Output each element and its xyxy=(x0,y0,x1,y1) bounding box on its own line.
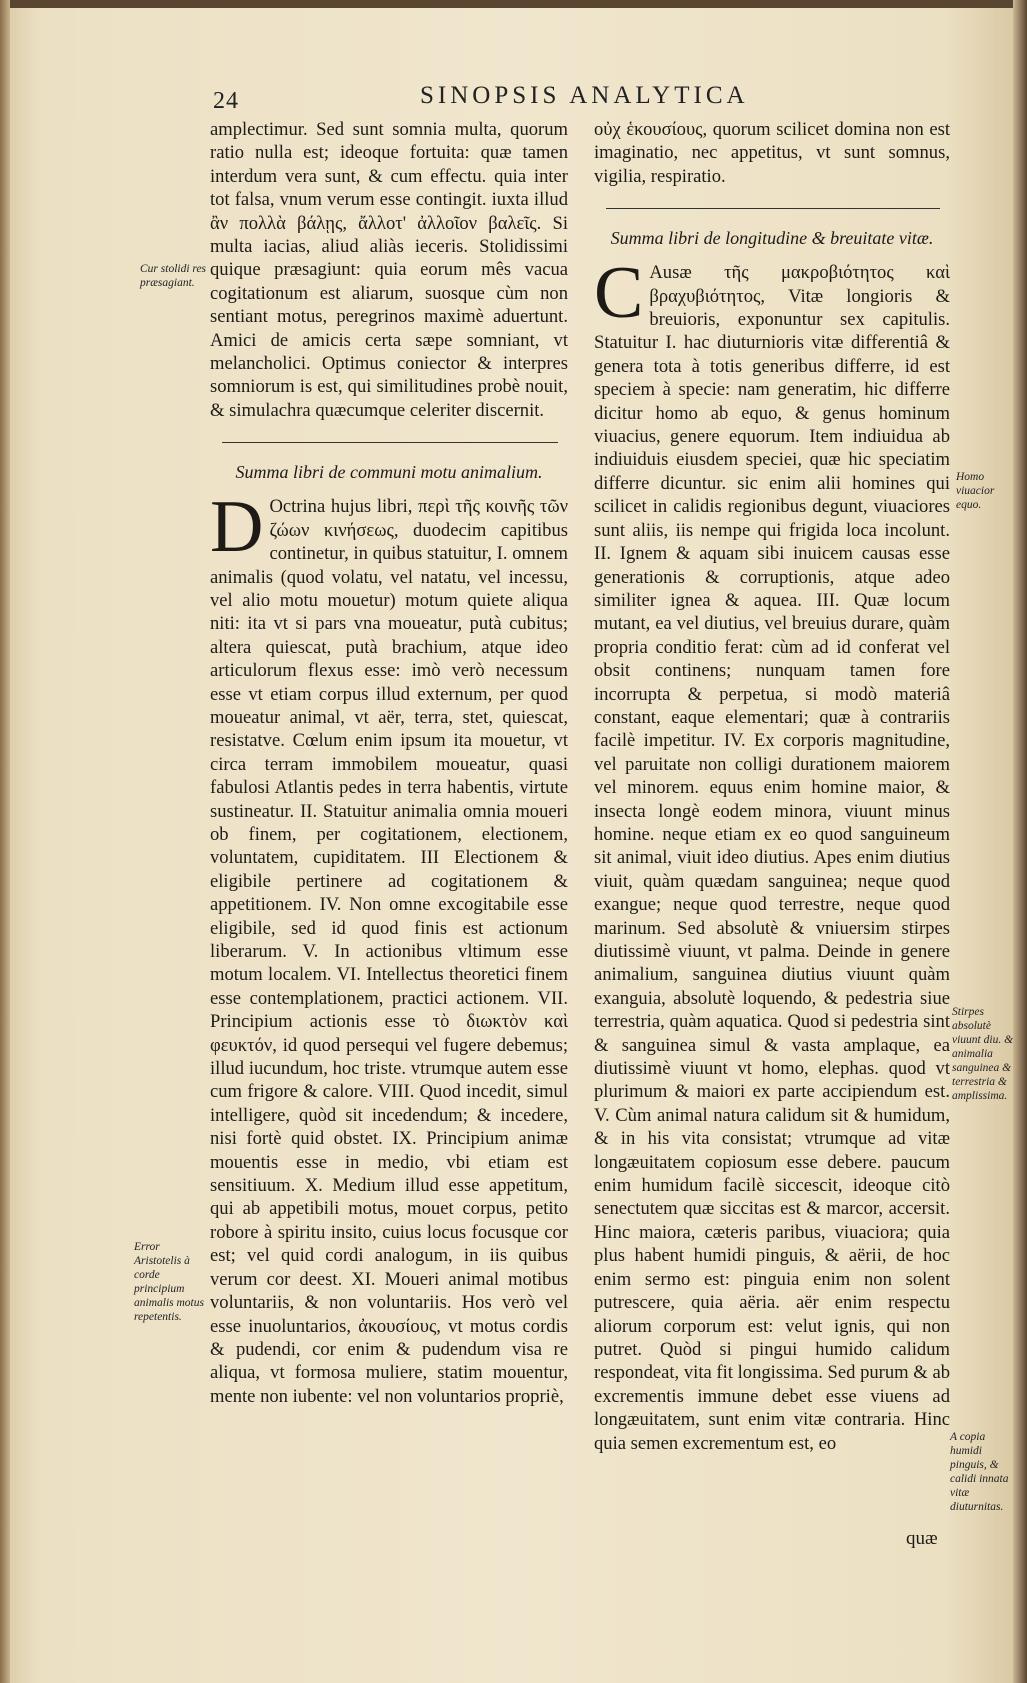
margin-note-homo-viuacior: Homo viuacior equo. xyxy=(956,471,995,511)
right-paragraph-1 xyxy=(594,252,950,1455)
section-divider-right xyxy=(606,208,940,209)
margin-note-copia-humidi: A copia humidi pinguis, & calidi innata vitæ diuturnitas. xyxy=(950,1431,1009,1513)
left-paragraph-2-text: Octrina hujus libri, περὶ τῆς κοινῆς τῶν ζώων κινήσεως, duodecim capitibus continetur, in quibus statuitur, I. omnem animalis (quod volatu, vel natatu, vel incessu, vel alio motu mouetur) motum quiete aliqua niti: ita vt si pars vna moueatur, putà cubitus; altera quiescat, putà brachium, atque ideo articulorum flexus esse: imò verò necessum esse vt etiam corpus illud externum, per quod moueatur animal, vt aër, terra, stet, quiescat, resistatve. Cœlum enim ipsum ita mouetur, vt circa terram immobilem moueatur, quasi fabulosi Atlantis pedes in terra habentis, virtute sustineatur. II. Statuitur animalia omnia moueri ob finem, per cogitationem, electionem, voluntatem, cupiditatem. III Electionem & eligibile pertinere ad cogitationem & appetitionem. IV. Non omne excogitabile esse eligibile, sed id quod finis est actionum liberarum. V. In actionibus vltimum esse motum localem. VI. Intellectus theoretici finem esse contemplationem, practici actionem. VII. Principium actionis esse τὸ διωκτὸν καὶ φευκτόν, id quod persequi vel fugere debemus; illud iucundum, hoc triste. vtrumque autem esse cum frigore & calore. VIII. Quod incedit, simul intelligere, quòd sit incedendum; & incedere, nisi fortè quid obstet. IX. Principium animæ mouentis esse in medio, vbi etiam est sensitiuum. X. Medium illud esse appetitum, qui ab appetibili motus, mouet corpus, petito robore à spiritu insito, cuius locus focusque cor est; vel quid cordi analogum, in iis quibus verum cor deest. XI. Moueri animal motibus voluntariis, & non voluntariis. Hos verò vel esse inuoluntarios, ἀκουσίους, vt motus cordis & pudendi, cor enim & pudendum visa re aliqua, vt formosa muliere, statim mouentur, mente non iubente: vel non voluntarios propriè, xyxy=(210,496,568,1407)
margin-note-stolidi: Cur stolidi res præsagiant. xyxy=(140,263,207,289)
margin-note-stirpes: Stirpes absolutè viuunt diu. & animalia sanguinea & terrestria & amplissima. xyxy=(952,1006,1014,1102)
catchword: quæ xyxy=(906,1528,938,1549)
section-title-longevity: Summa libri de longitudine & breuitate vitæ. xyxy=(610,228,934,249)
section-divider xyxy=(222,442,558,443)
right-paragraph-1-text: Ausæ τῆς μακροβιότητος καὶ βραχυβιότητος, Vitæ longioris & breuioris, exponuntur sex capitulis. Statuitur I. hac diuturnioris vitæ differentiâ & genera tota à totis generibus differre, id est speciem à specie: nam generatim, hic differre dicitur homo ab equo, & genus hominum viuacius, genere equorum. Item indiuidua ab indiuiduis eiusdem speciei, quæ hic speciatim differre dicuntur. sic enim alii homines qui scilicet in calidis regionibus degunt, viuaciores sunt aliis, iis nempe qui frigida loca incolunt. II. Ignem & aquam sibi inuicem causas esse generationis & corruptionis, atque adeo similiter ignea & aquea. III. Quæ locum mutant, ea vel diutius, vel breuius durare, quàm propria conditio ferat: cùm ad id conferat vel obsit continens; nunquam tamen fore incorrupta & perpetua, si modò materiâ constant, eaque elementari; quæ à contrariis facilè impetitur. IV. Ex corporis magnitudine, vel paruitate non colligi durationem maiorem vel minorem. equus enim homine maior, & insecta longè eodem minora, viuunt minus homine. neque etiam ex eo quod sanguineum sit animal, viuit ideo diutius. Apes enim diutius viuit, quàm quædam sanguinea; neque quod exangue; neque quod terrestre, neque quod marinum. Sed absolutè & vniuersim stirpes diutissimè viuunt, vt palma. Deinde in genere animalium, sanguinea diutius viuunt quàm exanguia, absolutè loquendo, & pedestria siue terrestria, quàm aquatica. Quod si pedestria sint & sanguinea simul & vasta amplaque, ea diutissimè viuunt vt homo, elephas. quod vt plurimum & maiori ex parte accipiendum est. V. Cùm animal natura calidum sit & humidum, & in his vita consistat; vtrumque ad vitæ longæuitatem copiosum esse debere. paucum enim humidum facilè siccescit, ideoque citò senectutem quæ siccitas est & marcor, accersit. Hinc maiora, cæteris paribus, viuaciora; quia plus habent humidi pinguis, & aërii, de hoc enim sermo est: pinguia enim non solent putrescere, quia aëria. aër enim respectu aliorum corporum est: velut ignis, qui non putret. Quòd si pingui humido calidum respondeat, vita fit longissima. Sed purum & ab excrementis immune debet esse viuens ad longæuitatem, sunt enim vitæ contraria. Hinc quia semen excrementum est, eo xyxy=(594,262,950,1454)
left-column xyxy=(210,118,568,1408)
margin-note-error-aristotelis: Error Aristotelis à corde principium animalis motus repetentis. xyxy=(134,1241,204,1323)
page-top-edge xyxy=(0,0,1027,8)
right-column xyxy=(594,118,950,1455)
page-number: 24 xyxy=(213,88,239,114)
left-paragraph-2 xyxy=(210,486,568,1408)
right-paragraph-0: οὐχ ἑκουσίους, quorum scilicet domina non est imaginatio, nec appetitus, vt sunt somnus, vigilia, respiratio. xyxy=(594,119,950,187)
left-paragraph-1: amplectimur. Sed sunt somnia multa, quorum ratio nulla est; ideoque fortuita: quæ tamen interdum vera sunt, & cum effectu. quia inter tot falsa, vnum verum esse contingit. iuxta illud ἂν πολλὰ βάλῃς, ἄλλοτ' ἀλλοῖον βαλεῖς. Si multa iacias, aliud aliàs ieceris. Stolidissimi quique præsagiunt: quia eorum mês vacua cogitationum est aliarum, suosque cùm non sentiant motus, peregrinos maximè aduertunt. Amici de amicis certa sæpe somniant, vt melancholici. Optimus coniector & interpres somniorum is est, qui similitudines probè nouit, & simulachra quæcumque celeriter discernit. xyxy=(210,119,568,421)
section-title-motion: Summa libri de communi motu animalium. xyxy=(235,462,543,483)
running-head: SINOPSIS ANALYTICA xyxy=(420,82,749,109)
page-left-edge xyxy=(0,0,10,1683)
drop-cap-c: C xyxy=(594,252,644,335)
drop-cap-d: D xyxy=(210,486,264,569)
